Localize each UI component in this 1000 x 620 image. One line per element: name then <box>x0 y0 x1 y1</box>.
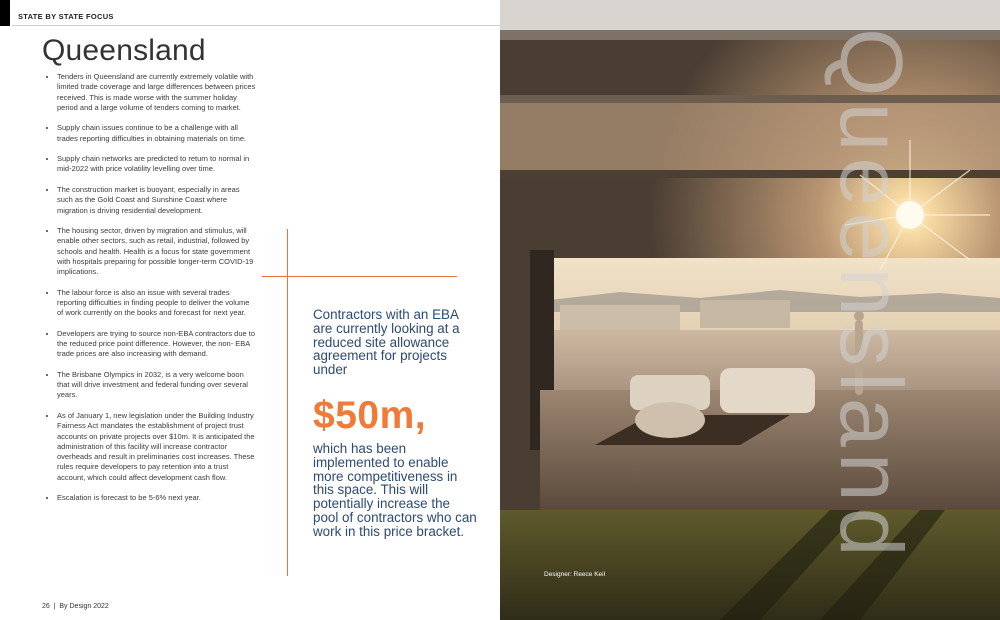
pullquote-vertical-rule <box>287 229 288 576</box>
bullet-item: • Tenders in Queensland are currently extremely volatile with limited trade coverage and large differences between prices received. This is made worse with the summer holiday period and a large volume of tenders coming to market. <box>57 72 257 113</box>
pullquote-highlight: $50m, <box>313 394 427 437</box>
pullquote-horizontal-rule <box>262 276 457 277</box>
pullquote-conclusion: which has been implemented to enable more competitiveness in this space. This will potentially increase the pool of contractors who can work in this price bracket. <box>313 441 477 539</box>
section-label: STATE BY STATE FOCUS <box>18 12 114 21</box>
bullet-item: • The construction market is buoyant, especially in areas such as the Gold Coast and Sunshine Coast where migration is driving residential development. <box>57 185 257 216</box>
photo-credit: Designer: Reece Keil <box>544 571 606 578</box>
bullet-item: • The housing sector, driven by migration and stimulus, will enable other sectors, such as retail, industrial, followed by schools and health. Health is a focus for state government with hospitals preparing for possible longer-term COVID-19 implications. <box>57 226 257 277</box>
header-divider <box>12 25 510 26</box>
section-tab-marker <box>0 0 10 26</box>
interior-photo-illustration <box>500 0 1000 620</box>
bullet-item: • Escalation is forecast to be 5-6% next year. <box>57 493 257 503</box>
bullet-item: • The Brisbane Olympics in 2032, is a very welcome boon that will drive investment and federal funding over several years. <box>57 370 257 401</box>
bullet-item: • Supply chain issues continue to be a challenge with all trades reporting difficulties in obtaining materials on time. <box>57 123 257 144</box>
bullet-item: • Supply chain networks are predicted to return to normal in mid-2022 with price volatility levelling over time. <box>57 154 257 175</box>
page-title: Queensland <box>42 34 206 67</box>
bullet-item: • The labour force is also an issue with several trades reporting difficulties in finding people to deliver the volume of work currently on the books and forecast for next year. <box>57 288 257 319</box>
bullet-item: • Developers are trying to source non-EBA contractors due to the reduced price point difference. However, the non- EBA trade prices are also increasing with demand. <box>57 329 257 360</box>
page-footer: 26 | By Design 2022 <box>42 603 109 610</box>
bullet-item: • As of January 1, new legislation under the Building Industry Fairness Act mandates the establishment of project trust accounts on private projects over $10m. It is anticipated the administration of this facility will increase contractor overheads and result in preliminaries cost increases. These rules require developers to pay retention into a trust account, which could affect development cash flow. <box>57 411 257 483</box>
interior-photo <box>500 0 1000 620</box>
pullquote-intro: Contractors with an EBA are currently looking at a reduced site allowance agreement for projects under <box>313 307 460 378</box>
vertical-watermark-word: Queensland <box>822 28 921 563</box>
bullet-list <box>42 72 257 514</box>
